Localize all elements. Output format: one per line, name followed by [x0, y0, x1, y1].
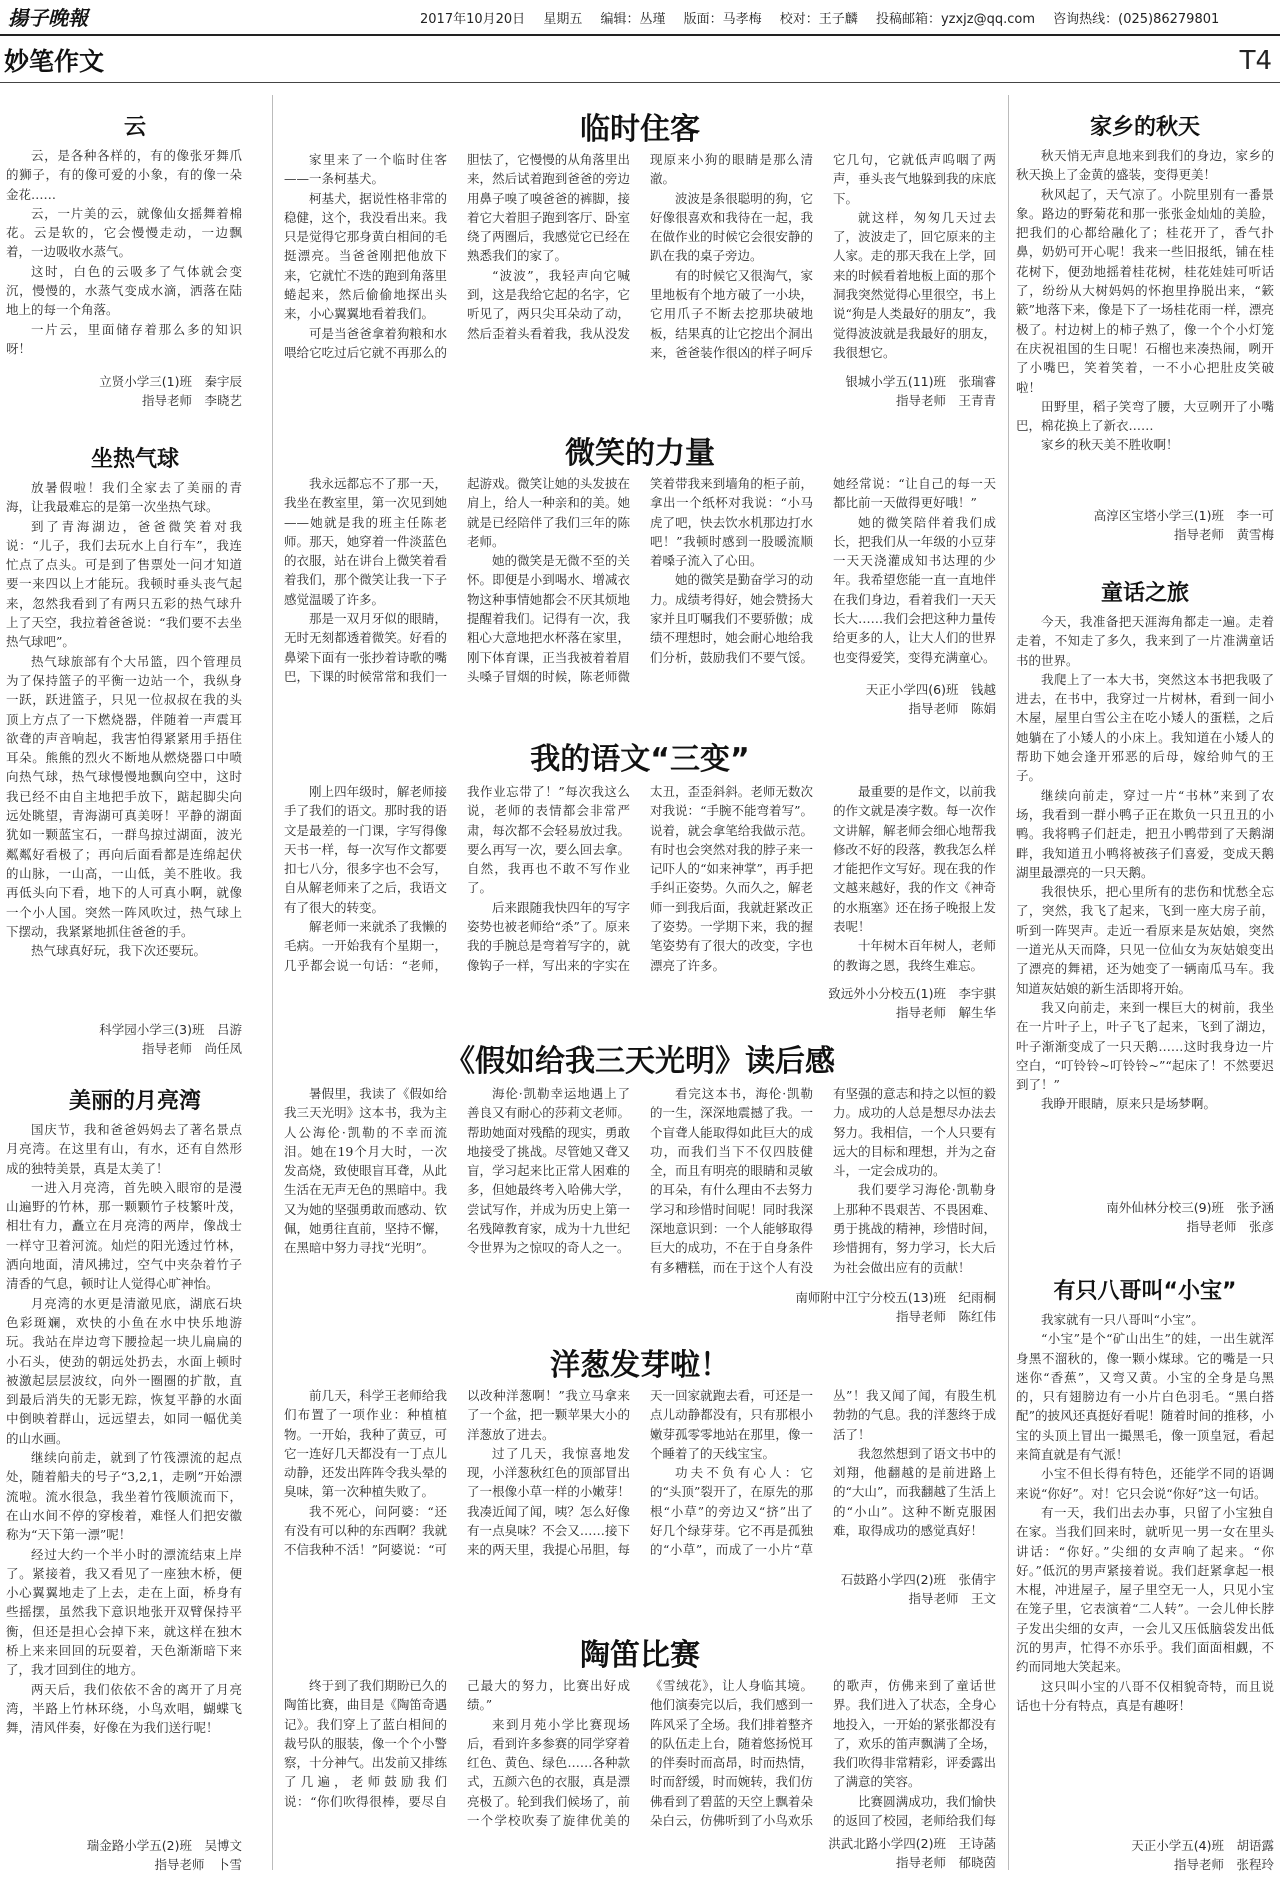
paragraph: 前几天，科学王老师给我们布置了一项作业：种植植物。一开始，我种了黄豆，可它一连好几天都没有一丁点儿动静，还发出阵阵令我头晕的臭味，第一次种植失败了。 [284, 1388, 447, 1500]
paragraph: 她的微笑是无微不至的关怀。即便是小到喝水、增减衣物这种事情她都会不厌其烦地提醒着我们。记得有一次，我粗心大意地把水杯落在家里，刚下体育课，正当我被着着眉头嗓子冒烟的时候，陈老师微笑着带我来到墙角的柜子前，拿出一个纸杯对我说：“小马虎了吧，快去饮水机那边打水吧！”我顿时感到一股暖流顺着嗓子流入了心田。 [467, 476, 813, 684]
paragraph: 家里来了一个临时住客——一条柯基犬。 [284, 152, 447, 187]
paragraph: 终于到了我们期盼已久的陶笛比赛，曲目是《陶笛奇遇记》。我们穿上了蓝白相间的裁号队的服装，像一个个小警察，十分神气。出发前又排练了几遍，老师鼓励我们说：“你们吹得很棒，要尽自己最大的努力，比赛出好成绩。” [284, 1678, 630, 1809]
paragraph: 热气球真好玩，我下次还要玩。 [31, 943, 207, 959]
author-teacher: 指导老师 郁晓茵 [895, 1855, 996, 1870]
paragraph: 云，一片美的云，就像仙女摇舞着棉花。云是软的，它会慢慢走动，一边飘着，一边吸收水蒸气。 [6, 205, 242, 260]
author-school: 洪武北路小学四(2)班 王诗菡 [828, 1836, 996, 1851]
proof-credit: 校对：王子麟 [779, 12, 858, 27]
author-teacher: 指导老师 张程玲 [1173, 1857, 1274, 1872]
paragraph: 到了青海湖边，爸爸微笑着对我说：“儿子，我们去玩水上自行车”，我连忙点了点头。可是到了售票处一问才知道要一来四以上才能玩。我顿时垂头丧气起来，忽然我看到了有两只五彩的热气球升上了天空，我拉着爸爸说：“我们要不去坐热气球吧”。 [6, 518, 242, 650]
paragraph: 那是一双月牙似的眼睛，无时无刻都透着微笑。好看的鼻梁下面有一张抄着诗歌的嘴巴，下课的时候常常和我们一起游戏。微笑让她的头发披在肩上，给人一种亲和的美。她就是已经陪伴了我们三年的陈老师。 [284, 476, 630, 684]
author-school: 瑞金路小学五(2)班 吴博文 [86, 1838, 242, 1853]
byline-autumn [1016, 506, 1274, 544]
byline-onion [796, 1570, 996, 1608]
author-school: 致远外小分校五(1)班 李宇骐 [828, 986, 996, 1001]
paragraph: 两天后，我们依依不舍的离开了月亮湾，半路上竹林环绕，小鸟欢唱，蝴蝶飞舞，清风伴奏，好像在为我们送行呢！ [6, 1681, 242, 1736]
article-body-bay [6, 1120, 242, 1838]
paragraph: 我又向前走，来到一棵巨大的树前，我坐在一片叶子上，叶子飞了起来，飞到了湖边，叶子渐渐变成了一只天鹅……这时我身边一片空白，“叮铃铃~叮铃铃~”“起床了！不然要迟到了！” [1016, 999, 1274, 1093]
author-school: 银城小学五(11)班 张瑞睿 [845, 374, 996, 389]
header-rule [0, 34, 1280, 36]
paragraph: 过了几天，我惊喜地发现，小洋葱秋红色的顶部冒出了一根像小草一样的小嫩芽！我凑近闻了闻，咦？怎么好像有一点臭味？不会又……接下来的两天里，我提心吊胆，每天一回家就跑去看，可还是一点儿动静都没有，只有那根小嫩芽孤零零地站在那里，像一个睡着了的天线宝宝。 [467, 1388, 813, 1558]
page-code: T4 [1239, 46, 1272, 76]
paragraph: 我们要学习海伦·凯勒身上那种不畏艰苦、不畏困难、勇于挑战的精神，珍惜时间，珍惜拥有，努力学习，长大后为社会做出应有的贡献！ [833, 1182, 996, 1275]
author-teacher: 指导老师 卜雪 [154, 1857, 242, 1872]
paragraph: 秋风起了，天气凉了。小院里别有一番景象。路边的野菊花和那一张张金灿灿的美脸，把我们的心都给融化了；桂花开了，香气扑鼻，奶奶可开心呢！我来一些旧报纸，铺在桂花树下，便劲地摇着桂花树，桂花娃娃可听话了，纷纷从大树妈妈的怀抱里挣脱出来，“簌簌”地落下来，像是下了一场桂花雨一样，漂亮极了。村边树上的柿子熟了，像一个个小灯笼在庆祝祖国的生日呢！石榴也来凑热闹，咧开了小嘴巴，笑着笑着，一不小心把肚皮笑破啦！ [1016, 186, 1274, 395]
paragraph: 看完这本书，海伦·凯勒的一生，深深地震撼了我。一个盲聋人能取得如此巨大的成功，而我们当下不仅四肢健全，而且有明亮的眼睛和灵敏的耳朵，有什么理由不去努力学习和珍惜时间呢！同时我深深地意识到：一个人能够取得巨大的成功，不在于自身条件有多糟糕，而在于这个人有没有坚强的意志和持之以恒的毅力。成功的人总是想尽办法去努力。我相信，一个人只要有远大的目标和理想，并为之奋斗，一定会成功的。 [650, 1086, 996, 1275]
issue-date: 2017年10月20日 [420, 12, 526, 27]
paragraph: 后来跟随我快四年的写字姿势也被老师给“杀”了。原来我的手腕总是弯着写字的，就像钩子一样，写出来的字实在太丑，歪歪斜斜。老师无数次对我说：“手腕不能弯着写”。说着，就会拿笔给我做示范。有时也会突然对我的脖子来一记吓人的“如来神掌”，再手把手纠正姿势。久而久之，解老师一到我后面，我就赶紧改正了姿势。一学期下来，我的握笔姿势有了很大的改变，字也漂亮了许多。 [467, 784, 813, 973]
paragraph: 秋天悄无声息地来到我们的身边，家乡的秋天换上了金黄的盛装，变得更美！ [1016, 148, 1274, 183]
author-school: 南外仙林分校三(9)班 张予涵 [1106, 1200, 1274, 1215]
author-teacher: 指导老师 陈娟 [908, 701, 996, 716]
masthead-info [420, 8, 1275, 28]
paragraph: 她的微笑陪伴着我们成长，把我们从一年级的小豆芽一天天浇灌成知书达理的少年。我希望您能一直一直地伴在我们身边，看着我们一天天长大……我们会把这种力量传给更多的人，让大人们的世界也变得爱笑，变得充满童心。 [833, 514, 996, 665]
paragraph: 刚上四年级时，解老师接手了我们的语文。那时我的语文是最差的一门课，字写得像天书一样，每一次写作文都要扣七八分，很多字也不会写，自从解老师来了之后，我语文有了很大的转变。 [284, 784, 447, 915]
article-title-onion: 洋葱发芽啦！ [550, 1348, 730, 1383]
article-body-flute [284, 1676, 996, 1832]
paragraph: 我睁开眼睛，原来只是场梦啊。 [1041, 1096, 1217, 1112]
article-body-autumn [1016, 146, 1274, 494]
hotline: 咨询热线：(025)86279801 [1053, 12, 1220, 27]
article-body-balloon [6, 478, 242, 1024]
paragraph: 暑假里，我读了《假如给我三天光明》这本书，我为主人公海伦·凯勒的不幸而流泪。她在19个月大时，一次发高烧，致使眼盲耳聋，从此生活在无声无色的黑暗中。我又为她的坚强勇敢而感动、钦佩，她勇往直前，坚持不懈，在黑暗中努力寻找“光明”。 [284, 1086, 447, 1256]
author-school: 石鼓路小学四(2)班 张倩宇 [840, 1572, 996, 1587]
paragraph: 云，是各种各样的，有的像张牙舞爪的狮子，有的像可爱的小象，有的像一朵金花…… [6, 148, 242, 202]
paragraph: 波波是条很聪明的狗，它好像很喜欢和我待在一起，我在做作业的时候它会很安静的趴在我的桌子旁边。 [650, 190, 813, 264]
paragraph: “波波”，我轻声向它喊到，这是我给它起的名字，它听见了，两只尖耳朵动了动，然后歪着头看着我，我从没发现原来小狗的眼睛是那么清澈。 [467, 152, 813, 341]
article-title-myna: 有只八哥叫“小宝” [1053, 1279, 1237, 1304]
article-body-guest [284, 150, 996, 398]
author-teacher: 指导老师 解生华 [895, 1005, 996, 1020]
paragraph: 小宝不但长得有特色，还能学不同的语调来说“你好”。对！它只会说“你好”这一句话。 [1016, 1466, 1274, 1501]
paragraph: 继续向前走，穿过一片“书林”来到了农场，我看到一群小鸭子正在欺负一只丑丑的小鸭。我将鸭子们赶走，把丑小鸭带到了天鹅湖畔，我知道丑小鸭将被孩子们喜爱，变成天鹅湖里最漂亮的一只天鹅。 [1016, 787, 1274, 880]
byline-flute [796, 1834, 996, 1872]
paragraph: 这时，白色的云吸多了气体就会变沉，慢慢的，水蒸气变成水滴，洒落在陆地上的每一个角落。 [6, 263, 242, 318]
paragraph: 有一天，我们出去办事，只留了小宝独自在家。当我们回来时，就听见一男一女在里头讲话：“你好。”尖细的女声响了起来。“你好。”低沉的男声紧接着说。我们赶紧拿起一根木棍，冲进屋子，屋子里空无一人，只见小宝在笼子里，它表演着“二人转”。一会儿伸长脖子发出尖细的女声，一会儿又压低脑袋发出低沉的男声，忙得不亦乐乎。我们面面相觑，不约而同地大笑起来。 [1016, 1504, 1274, 1675]
paragraph: 我不死心，问阿婆：“还有没有可以种的东西啊？我就不信我种不活！”阿婆说：“可以改种洋葱啊！”我立马拿来了一个盆，把一颗苹果大小的洋葱放了进去。 [284, 1388, 630, 1558]
issue-weekday: 星期五 [543, 12, 583, 27]
article-title-balloon: 坐热气球 [90, 447, 179, 472]
section-title: 妙笔作文 [4, 47, 105, 76]
byline-cloud [6, 372, 242, 410]
author-teacher: 指导老师 陈红伟 [895, 1309, 996, 1324]
paragraph: 今天，我准备把天涯海角都走一遍。走着走着，不知走了多久，我来到了一片准满童话书的世界。 [1016, 614, 1274, 668]
article-body-fairy [1016, 612, 1274, 1184]
paragraph: 柯基犬，据说性格非常的稳健，这个，我没看出来。我只是觉得它那身黄白相间的毛挺漂亮。当爸爸刚把他放下来，它就忙不迭的跑到角落里蜷起来，然后偷偷地探出头来，小心翼翼地看着我们。 [284, 190, 447, 322]
paragraph: 我家就有一只八哥叫“小宝”。 [1041, 1312, 1204, 1327]
article-title-autumn: 家乡的秋天 [1089, 115, 1200, 140]
author-school: 立贤小学三(1)班 秦宇辰 [99, 374, 242, 389]
paragraph: 放暑假啦！我们全家去了美丽的青海，让我最难忘的是第一次坐热气球。 [6, 480, 242, 515]
author-school: 天正小学五(4)班 胡语露 [1131, 1838, 1274, 1853]
author-teacher: 指导老师 王文 [908, 1591, 996, 1606]
paragraph: 一进入月亮湾，首先映入眼帘的是漫山遍野的竹林，那一颗颗竹子枝繁叶茂，相壮有力，矗立在月亮湾的两岸，像战士一样守卫着河流。灿烂的阳光透过竹林，洒向地面，清风拂过，空气中夹杂着竹子清香的气息，顿时让人觉得心旷神怡。 [6, 1179, 242, 1292]
paragraph: 可是当爸爸拿着狗粮和水喂给它吃过后它就不再那么的胆怯了，它慢慢的从角落里出来，然后试着跑到爸爸的旁边用鼻子嗅了嗅爸爸的裤脚，接着它大着胆子跑到客厅、卧室绕了两圈后，我感觉它已经在熟悉我们的家了。 [284, 152, 630, 360]
paragraph: “小宝”是个“矿山出生”的娃，一出生就浑身黑不溜秋的，像一颗小煤球。它的嘴是一只迷你“香蕉”，又弯又黄。小宝的全身是乌黑的，只有翅膀边有一小片白色羽毛。“黑白搭配”的披风还真挺好看呢！随着时间的推移，小宝的头顶上冒出一撮黑毛，像一顶皇冠，看起来简直就是有气派！ [1016, 1331, 1274, 1463]
byline-review [786, 1288, 996, 1326]
author-school: 南师附中江宁分校五(13)班 纪雨桐 [795, 1290, 996, 1305]
paragraph: 国庆节，我和爸爸妈妈去了著名景点月亮湾。在这里有山，有水，还有自然形成的独特美景，真是太美了！ [6, 1122, 242, 1176]
author-teacher: 指导老师 尚任凤 [141, 1041, 242, 1056]
byline-balloon [6, 1020, 242, 1058]
paragraph: 月亮湾的水更是清澈见底，湖底石块色彩斑斓，欢快的小鱼在水中快乐地游玩。我站在岸边弯下腰捡起一块儿扁扁的小石头，使劲的朝远处扔去，水面上顿时被激起层层波纹，向外一圈圈的扩散，直到最后消失的无影无踪，恢复平静的水面中倒映着群山，远远望去，如同一幅优美的山水画。 [6, 1295, 242, 1446]
article-title-guest: 临时住客 [580, 112, 700, 147]
article-body-chinese [284, 782, 996, 1010]
author-teacher: 指导老师 李晓艺 [141, 393, 242, 408]
paragraph: 热气球旅部有个大吊篮，四个管理员为了保持篮子的平衡一边站一个，我纵身一跃，跃进篮子，只见一位叔叔在我的头顶上方点了一下燃烧器，伴随着一声震耳欲聋的声音响起，我害怕得紧紧用手捂住耳朵。熊熊的烈火不断地从燃烧器口中喷向热气球，热气球慢慢地飘向空中，这时我已经不由自主地把手放下，踮起脚尖向远处眺望，青海湖可真美呀！平静的湖面犹如一颗蓝宝石，一群鸟掠过湖面，波光粼粼好看极了；再向后面看都是连绵起伏的山脉，一山高，一山低，美不胜收。我再低头向下看，地下的人可真小啊，就像一个小人国。突然一阵风吹过，热气球上下摆动，我紧紧地抓住爸爸的手。 [6, 653, 242, 939]
article-body-myna [1016, 1310, 1274, 1834]
article-title-review: 《假如给我三天光明》读后感 [445, 1044, 835, 1079]
author-school: 科学园小学三(3)班 吕游 [99, 1022, 242, 1037]
column-divider [1008, 95, 1009, 1870]
paragraph: 最重要的是作文，以前我的作文就是凑字数。每一次作文讲解，解老师会细心地帮我修改不好的段落，教我怎么样才能把作文写好。现在我的作文越来越好，我的作文《神奇的水瓶塞》还在扬子晚报上发表呢！ [833, 784, 996, 935]
paragraph: 她的微笑是勤奋学习的动力。成绩考得好，她会赞扬大家并且叮嘱我们不要骄傲；成绩不理想时，她会耐心地给我们分析，鼓励我们不要气馁。她经常说：“让自己的每一天都比前一天做得更好哦！” [650, 476, 996, 665]
column-divider [272, 95, 273, 1870]
article-title-chinese: 我的语文“三变” [530, 742, 750, 777]
paragraph: 我很快乐，把心里所有的悲伤和忧愁全忘了，突然，我飞了起来，飞到一座大房子前，听到一阵哭声。走近一看原来是灰姑娘，突然一道光从天而降，只见一位仙女为灰姑娘变出了漂亮的舞裙，还为她变了一辆南瓜马车。我知道灰姑娘的新生活即将开始。 [1016, 884, 1274, 996]
paragraph: 来到月苑小学比赛现场后，看到许多参赛的同学穿着红色、黄色、绿色……各种款式，五颜六色的衣服，真是漂亮极了。轮到我们候场了，前一个学校吹奏了旋律优美的《雪绒花》，让人身临其境。他们演奏完以后，我们感到一阵风采了全场。我们排着整齐的队伍走上台，随着悠扬悦耳的伴奏时而高昂，时而热情，时而舒缓，时而婉转，我们仿佛看到了碧蓝的天空上飘着朵朵白云，仿佛听到了小鸟欢乐的歌声，仿佛来到了童话世界。我们进入了状态，全身心地投入，一开始的紧张都没有了，欢乐的笛声飘满了全场，我们吹得非常精彩，评委露出了满意的笑容。 [467, 1678, 996, 1829]
newspaper-logo [6, 4, 96, 30]
article-body-review [284, 1084, 996, 1316]
author-teacher: 指导老师 黄雪梅 [1173, 527, 1274, 542]
paragraph: 解老师一来就杀了我懒的毛病。一开始我有个星期一，几乎都会说一句话：“老师，我作业忘带了！”每次我这么说，老师的表情都会非常严肃，每次都不会轻易放过我。要么再写一次，要么回去拿。自然，我再也不敢不写作业了。 [284, 784, 630, 973]
article-title-fairy: 童话之旅 [1100, 581, 1189, 606]
author-teacher: 指导老师 张彦 [1186, 1219, 1274, 1234]
layout-credit: 版面：马孝梅 [683, 12, 762, 27]
article-title-bay: 美丽的月亮湾 [68, 1089, 201, 1114]
paragraph: 经过大约一个半小时的漂流结束上岸了。紧接着，我又看见了一座独木桥，便小心翼翼地走了上去，走在上面，桥身有些摇摆，虽然我下意识地张开双臂保持平衡，但还是担心会掉下来，就这样在独木桥上来来回回的玩耍着，天色渐渐暗下来了，我才回到住的地方。 [6, 1546, 242, 1678]
author-school: 高淳区宝塔小学三(1)班 李一可 [1093, 508, 1274, 523]
article-title-cloud: 云 [123, 115, 146, 140]
paragraph: 这只叫小宝的八哥不仅相貌奇特，而且说话也十分有特点，真是有趣呀！ [1016, 1678, 1274, 1713]
byline-chinese [806, 984, 996, 1022]
paragraph: 功夫不负有心人：它的“头顶”裂开了，在原先的那根“小草”的旁边又“挤”出了好几个绿芽芽。它不再是孤独的“小草”，而成了一小片“草丛”！我又闻了闻，有股生机勃勃的气息。我的洋葱终于成活了！ [650, 1388, 996, 1558]
editor-credit: 编辑：丛瑾 [600, 12, 666, 27]
article-title-smile: 微笑的力量 [565, 436, 715, 471]
byline-myna [1016, 1836, 1274, 1874]
paragraph: 我爬上了一本大书，突然这本书把我吸了进去，在书中，我穿过一片树林，看到一间小木屋，屋里白雪公主在吃小矮人的蛋糕，之后她躺在了小矮人的小床上。我知道在小矮人的帮助下她会逢开邪恶的后母，嫁给帅气的王子。 [1016, 671, 1274, 784]
author-teacher: 指导老师 王青青 [895, 393, 996, 408]
article-body-cloud [6, 146, 242, 376]
paragraph: 继续向前走，就到了竹筏漂流的起点处，随着船夫的号子“3,2,1，走咧”开始漂流啦。流水很急，我坐着竹筏顺流而下，在山水间不停的穿梭着，难怪人们把安徽称为“天下第一漂”呢！ [6, 1450, 242, 1543]
paragraph: 我忽然想到了语文书中的刘翔，他翻越的是前进路上的“大山”，而我翻越了生活上的“小山”。这种不断克服困难，取得成功的感觉真好！ [833, 1445, 996, 1539]
paragraph: 就这样，匆匆几天过去了，波波走了，回它原来的主人家。走的那天我在上学，回来的时候看着地板上面的那个洞我突然觉得心里很空，书上说“狗是人类最好的朋友”，我觉得波波就是我最好的朋友，我很想它。 [833, 209, 996, 360]
paragraph: 比赛圆满成功，我们愉快的返回了校园，老师给我们每 [833, 1793, 996, 1829]
paragraph: 一片云，里面储存着那么多的知识呀！ [6, 321, 242, 356]
byline-guest [826, 372, 996, 410]
logo-text: 揚子晚報 [8, 6, 88, 30]
paragraph: 十年树木百年树人，老师的教诲之恩，我终生难忘。 [833, 938, 996, 973]
byline-fairy [1016, 1198, 1274, 1236]
section-rule [0, 82, 1280, 83]
paragraph: 海伦·凯勒幸运地遇上了善良又有耐心的莎莉文老师。帮助她面对残酷的现实，勇敢地接受了挑战。尽管她又聋又盲，学习起来比正常人困难的多，但她最终考入哈佛大学，尝试写作，并成为历史上第一名残障教育家，成为十九世纪令世界为之惊叹的奇人之一。 [467, 1086, 630, 1256]
author-school: 天正小学四(6)班 钱越 [865, 682, 996, 697]
paragraph: 有的时候它又很淘气，家里地板有个地方破了一小块，它用爪子不断去挖那块破地板，结果真的让它挖出个洞出来，爸爸装作很凶的样子呵斥它几句，它就低声呜咽了两声，垂头丧气地躲到我的床底下。 [650, 152, 996, 360]
paragraph: 家乡的秋天美不胜收啊！ [1041, 437, 1179, 453]
article-title-flute: 陶笛比赛 [580, 1638, 700, 1673]
article-body-smile [284, 474, 996, 702]
byline-bay [6, 1836, 242, 1874]
paragraph: 田野里，稻子笑弯了腰，大豆咧开了小嘴巴，棉花换上了新衣…… [1016, 398, 1274, 434]
paragraph: 我永远都忘不了那一天，我坐在教室里，第一次见到她——她就是我的班主任陈老师。那天，她穿着一件淡蓝色的衣服，站在讲台上微笑着看着我们，那个微笑让我一下子感觉温暖了许多。 [284, 476, 447, 607]
submission-email: 投稿邮箱：yzxjz@qq.com [875, 12, 1035, 27]
byline-smile [826, 680, 996, 718]
